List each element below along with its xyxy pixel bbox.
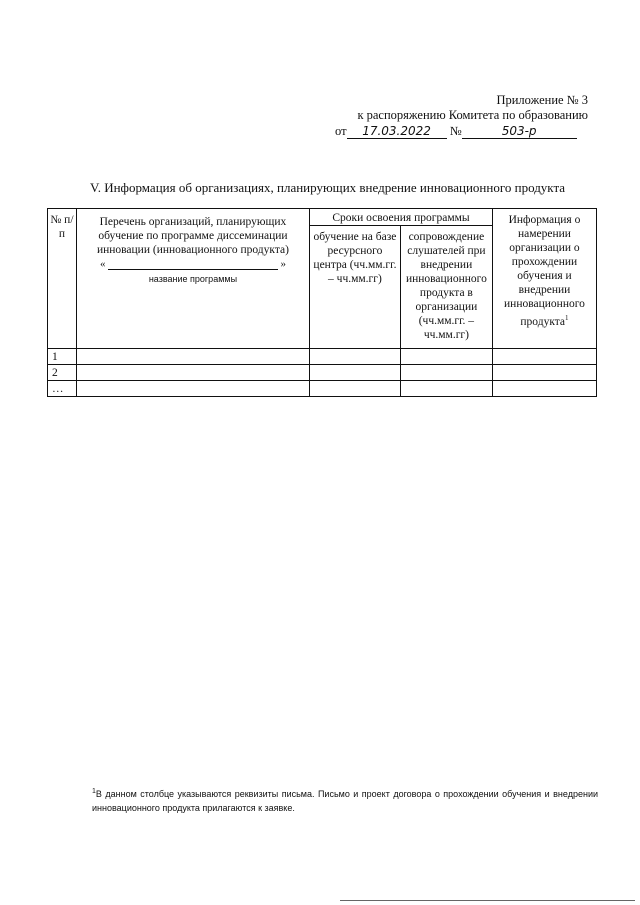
header-info-sup: 1 — [565, 314, 569, 322]
header-org-list-text: Перечень организаций, планирующих обучение по программе диссеминации инновации (инновационного продукта) — [96, 216, 289, 256]
from-label: от — [335, 124, 347, 138]
footnote-marker: 1 — [92, 788, 96, 795]
row-num: 1 — [48, 349, 77, 365]
table-row — [48, 365, 597, 381]
organizations-table — [47, 208, 597, 397]
cell — [310, 381, 401, 397]
header-info — [492, 209, 596, 349]
header-org-list — [76, 209, 309, 349]
section-title: V. Информация об организациях, планирующих внедрение инновационного продукта — [90, 180, 566, 195]
header-num: № п/п — [48, 209, 77, 349]
cell — [400, 365, 492, 381]
order-reference: к распоряжению Комитета по образованию — [357, 108, 588, 122]
cell — [492, 349, 596, 365]
quote-open: « — [99, 258, 106, 270]
program-name-caption: название программы — [148, 274, 238, 284]
program-name-blank — [99, 258, 286, 270]
order-date-line — [335, 124, 577, 139]
footnote — [92, 785, 598, 815]
number-label: № — [449, 124, 462, 138]
footnote-text: В данном столбце указываются реквизиты письма. Письмо и проект договора о прохождении обучения и внедрении инновационного продукта прилагаются к заявке. — [92, 789, 598, 813]
table-row — [48, 381, 597, 397]
cell — [310, 365, 401, 381]
cell — [76, 365, 309, 381]
header-terms: Сроки освоения программы — [310, 209, 493, 226]
cell — [492, 381, 596, 397]
cell — [400, 349, 492, 365]
order-number: 503-р — [462, 124, 577, 139]
cell — [76, 349, 309, 365]
quote-close: » — [280, 258, 286, 270]
row-num: 2 — [48, 365, 77, 381]
header-sub-support: сопровождение слушателей при внедрении инновационного продукта в организации (чч.мм.гг. – чч.мм.гг) — [400, 226, 492, 349]
cell — [492, 365, 596, 381]
header-info-text: Информация о намерении организации о прохождении обучения и внедрении инновационного продукта — [504, 214, 585, 328]
row-num: … — [48, 381, 77, 397]
cell — [310, 349, 401, 365]
table-row — [48, 349, 597, 365]
bottom-divider — [340, 900, 635, 901]
appendix-number: Приложение № 3 — [496, 93, 588, 107]
header-sub-training: обучение на базе ресурсного центра (чч.мм.гг. – чч.мм.гг) — [310, 226, 401, 349]
cell — [76, 381, 309, 397]
cell — [400, 381, 492, 397]
order-date: 17.03.2022 — [347, 124, 447, 139]
